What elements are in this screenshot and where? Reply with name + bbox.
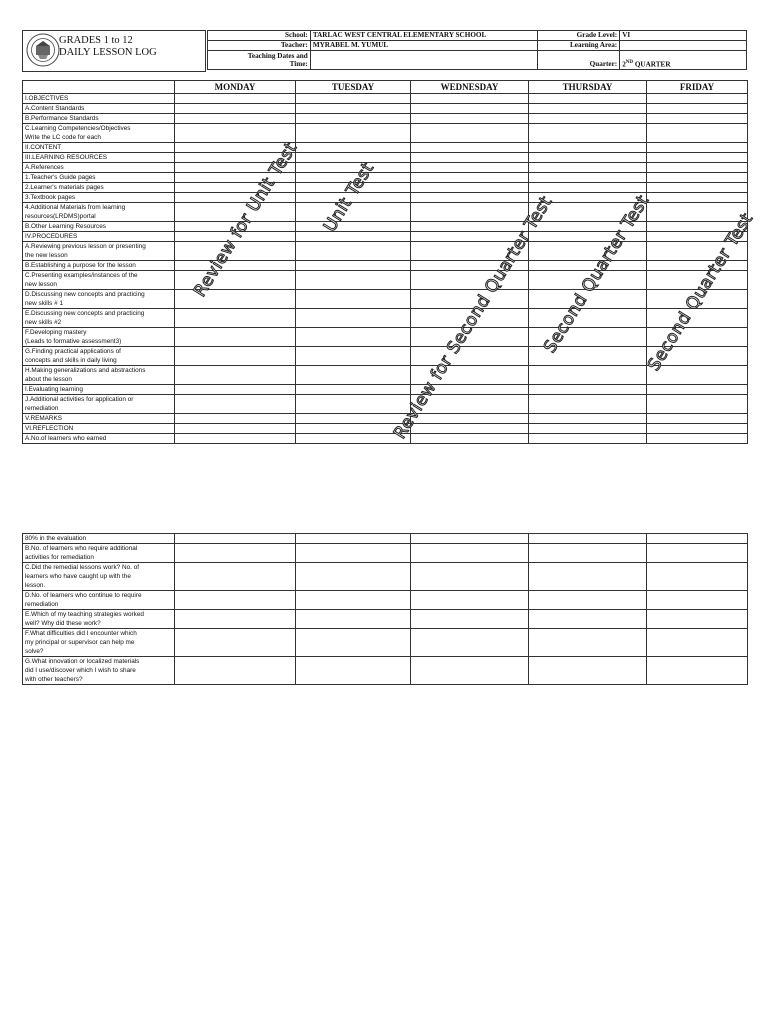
row-label-line: B.No. of learners who require additional — [25, 545, 138, 552]
teacher-label: Teacher: — [208, 41, 311, 51]
row-label — [23, 657, 175, 685]
row-label-line: E.Discussing new concepts and practicing — [25, 310, 145, 317]
row-label-line: D.Discussing new concepts and practicing — [25, 291, 145, 298]
grade-level-value: VI — [620, 31, 747, 41]
day-cell[interactable] — [175, 261, 296, 271]
day-cell[interactable] — [529, 366, 647, 385]
lesson-row — [23, 242, 748, 261]
row-label-line: H.Making generalizations and abstractions — [25, 367, 146, 374]
title-daily-lesson-log: DAILY LESSON LOG — [59, 47, 157, 58]
lesson-row — [23, 163, 748, 173]
deped-seal-icon — [26, 33, 60, 67]
row-label — [23, 163, 175, 173]
school-value: TARLAC WEST CENTRAL ELEMENTARY SCHOOL — [310, 31, 538, 41]
row-label-line: well? Why did these work? — [25, 620, 101, 627]
row-label — [23, 222, 175, 232]
row-label — [23, 563, 175, 591]
day-cell[interactable] — [647, 434, 748, 444]
day-cell[interactable] — [529, 424, 647, 434]
day-cell[interactable] — [175, 534, 296, 544]
row-label-line: F.What difficulties did I encounter which — [25, 630, 137, 637]
day-cell[interactable] — [411, 610, 529, 629]
day-cell[interactable] — [647, 173, 748, 183]
lesson-row — [23, 94, 748, 104]
reflection-row — [23, 629, 748, 657]
day-cell[interactable] — [296, 434, 411, 444]
quarter-value — [620, 51, 747, 70]
day-cell[interactable] — [647, 193, 748, 203]
day-cell[interactable] — [296, 222, 411, 232]
row-label — [23, 242, 175, 261]
day-cell[interactable] — [296, 629, 411, 657]
row-label-line: B.Other Learning Resources — [25, 223, 106, 230]
day-cell[interactable] — [529, 657, 647, 685]
row-label — [23, 153, 175, 163]
row-label-line: the new lesson — [25, 252, 68, 259]
stamp-thursday: Second Quarter Test — [540, 191, 654, 357]
row-label — [23, 94, 175, 104]
day-cell[interactable] — [296, 290, 411, 309]
day-cell[interactable] — [296, 153, 411, 163]
row-label-line: C.Learning Competencies/Objectives — [25, 125, 131, 132]
teaching-dates-label-line1: Teaching Dates and — [247, 52, 308, 60]
day-cell[interactable] — [411, 203, 529, 222]
lesson-row — [23, 395, 748, 414]
day-cell[interactable] — [529, 173, 647, 183]
lesson-row — [23, 414, 748, 424]
day-cell[interactable] — [411, 124, 529, 143]
day-cell[interactable] — [296, 385, 411, 395]
row-label — [23, 309, 175, 328]
row-label — [23, 114, 175, 124]
row-label-line: lesson. — [25, 582, 46, 589]
day-cell[interactable] — [296, 94, 411, 104]
day-cell[interactable] — [296, 309, 411, 328]
day-cell[interactable] — [175, 544, 296, 563]
day-cell[interactable] — [411, 173, 529, 183]
day-cell[interactable] — [529, 434, 647, 444]
row-label-line: A.Reviewing previous lesson or presenting — [25, 243, 146, 250]
row-label-line: with other teachers? — [25, 676, 83, 683]
row-label — [23, 232, 175, 242]
row-label — [23, 347, 175, 366]
day-cell[interactable] — [647, 94, 748, 104]
day-cell[interactable] — [647, 534, 748, 544]
day-cell[interactable] — [411, 153, 529, 163]
row-label-line: 3.Textbook pages — [25, 194, 76, 201]
day-cell[interactable] — [411, 104, 529, 114]
day-cell[interactable] — [529, 563, 647, 591]
day-cell[interactable] — [411, 347, 529, 366]
row-label — [23, 183, 175, 193]
day-cell[interactable] — [411, 424, 529, 434]
row-label — [23, 424, 175, 434]
day-cell[interactable] — [296, 544, 411, 563]
title-grades: GRADES 1 to 12 — [59, 35, 133, 46]
day-cell[interactable] — [411, 163, 529, 173]
day-cell[interactable] — [529, 124, 647, 143]
day-cell[interactable] — [296, 261, 411, 271]
reflection-row — [23, 563, 748, 591]
day-cell[interactable] — [411, 114, 529, 124]
day-cell[interactable] — [647, 114, 748, 124]
day-cell[interactable] — [647, 203, 748, 222]
reflection-row — [23, 544, 748, 563]
row-label — [23, 261, 175, 271]
row-label-line: C.Did the remedial lessons work? No. of — [25, 564, 140, 571]
day-cell[interactable] — [175, 347, 296, 366]
reflection-row — [23, 534, 748, 544]
row-label — [23, 610, 175, 629]
reflection-row — [23, 610, 748, 629]
row-label — [23, 544, 175, 563]
day-cell[interactable] — [529, 163, 647, 173]
stamp-wednesday: Review for Second Quarter Test — [390, 192, 557, 443]
lesson-row — [23, 173, 748, 183]
row-label-line: new lesson — [25, 281, 57, 288]
row-label-line: 4.Additional Materials from learning — [25, 204, 126, 211]
day-cell[interactable] — [647, 183, 748, 193]
row-label — [23, 203, 175, 222]
day-cell[interactable] — [175, 104, 296, 114]
row-label — [23, 591, 175, 610]
lesson-row — [23, 104, 748, 114]
lesson-row — [23, 183, 748, 193]
day-cell[interactable] — [296, 347, 411, 366]
row-label-line: new skills # 1 — [25, 300, 64, 307]
lesson-row — [23, 232, 748, 242]
day-cell[interactable] — [647, 104, 748, 114]
day-cell[interactable] — [529, 591, 647, 610]
row-label-line: new skills #2 — [25, 319, 62, 326]
row-label — [23, 434, 175, 444]
day-cell[interactable] — [175, 434, 296, 444]
stamp-monday: Review for Unit Test — [190, 138, 302, 301]
day-cell[interactable] — [296, 328, 411, 347]
header-info-table — [207, 30, 747, 70]
day-cell[interactable] — [647, 591, 748, 610]
row-label — [23, 193, 175, 203]
day-cell[interactable] — [647, 153, 748, 163]
row-label-line: activities for remediation — [25, 554, 94, 561]
day-cell[interactable] — [296, 395, 411, 414]
day-cell[interactable] — [296, 114, 411, 124]
row-label-line: A.References — [25, 164, 64, 171]
day-cell[interactable] — [296, 232, 411, 242]
day-cell[interactable] — [296, 242, 411, 261]
row-label-line: A.No.of learners who earned — [25, 435, 107, 442]
lesson-row — [23, 347, 748, 366]
lesson-row — [23, 261, 748, 271]
day-cell[interactable] — [175, 385, 296, 395]
day-cell[interactable] — [411, 434, 529, 444]
day-cell[interactable] — [529, 153, 647, 163]
day-cell[interactable] — [296, 143, 411, 153]
row-label — [23, 104, 175, 114]
row-label — [23, 290, 175, 309]
row-label-line: solve? — [25, 648, 44, 655]
reflection-row — [23, 591, 748, 610]
day-cell[interactable] — [411, 591, 529, 610]
lesson-row — [23, 385, 748, 395]
row-label-line: resources(LRDMS)portal — [25, 213, 96, 220]
day-cell[interactable] — [411, 193, 529, 203]
quarter-word: QUARTER — [633, 60, 671, 68]
teaching-dates-label-line2: Time: — [289, 60, 308, 68]
day-cell[interactable] — [411, 222, 529, 232]
day-cell[interactable] — [296, 657, 411, 685]
reflection-row — [23, 657, 748, 685]
day-cell[interactable] — [647, 261, 748, 271]
day-cell[interactable] — [175, 563, 296, 591]
row-label — [23, 124, 175, 143]
row-label-line: 1.Teacher's Guide pages — [25, 174, 96, 181]
row-label — [23, 143, 175, 153]
day-cell[interactable] — [175, 366, 296, 385]
row-label-line: concepts and skills in daily living — [25, 357, 117, 364]
day-header-monday: MONDAY — [175, 81, 296, 94]
lesson-row — [23, 153, 748, 163]
learning-area-value — [620, 41, 747, 51]
row-label-line: Write the LC code for each — [25, 134, 101, 141]
day-cell[interactable] — [296, 563, 411, 591]
row-label-line: my principal or supervisor can help me — [25, 639, 135, 646]
day-cell[interactable] — [411, 414, 529, 424]
day-cell[interactable] — [296, 366, 411, 385]
day-cell[interactable] — [529, 94, 647, 104]
day-cell[interactable] — [529, 395, 647, 414]
day-cell[interactable] — [647, 414, 748, 424]
lesson-row — [23, 143, 748, 153]
day-cell[interactable] — [647, 395, 748, 414]
day-cell[interactable] — [296, 610, 411, 629]
day-cell[interactable] — [529, 610, 647, 629]
day-cell[interactable] — [647, 385, 748, 395]
row-label-line: 80% in the evaluation — [25, 535, 87, 542]
day-cell[interactable] — [529, 143, 647, 153]
day-cell[interactable] — [529, 534, 647, 544]
header-logo-block — [22, 30, 206, 72]
lesson-row — [23, 434, 748, 444]
day-cell[interactable] — [296, 104, 411, 114]
day-cell[interactable] — [647, 629, 748, 657]
day-cell[interactable] — [175, 610, 296, 629]
day-cell[interactable] — [411, 143, 529, 153]
day-cell[interactable] — [175, 629, 296, 657]
corner-cell — [23, 81, 175, 94]
quarter-number: 2 — [622, 60, 626, 68]
day-cell[interactable] — [647, 143, 748, 153]
teacher-value: MYRABEL M. YUMUL — [310, 41, 538, 51]
day-cell[interactable] — [175, 124, 296, 143]
day-cell[interactable] — [175, 193, 296, 203]
row-label — [23, 385, 175, 395]
row-label-line: G.What innovation or localized materials — [25, 658, 140, 665]
day-cell[interactable] — [175, 309, 296, 328]
row-label — [23, 271, 175, 290]
row-label-line: B.Performance Standards — [25, 115, 99, 122]
day-cell[interactable] — [529, 414, 647, 424]
row-label-line: V.REMARKS — [25, 415, 63, 422]
day-cell[interactable] — [411, 183, 529, 193]
day-header-tuesday: TUESDAY — [296, 81, 411, 94]
day-cell[interactable] — [296, 414, 411, 424]
row-label-line: learners who have caught up with the — [25, 573, 131, 580]
day-cell[interactable] — [296, 124, 411, 143]
day-cell[interactable] — [529, 104, 647, 114]
row-label — [23, 173, 175, 183]
day-cell[interactable] — [296, 591, 411, 610]
row-label-line: J.Additional activities for application or — [25, 396, 134, 403]
row-label-line: I.Evaluating learning — [25, 386, 83, 393]
day-cell[interactable] — [411, 544, 529, 563]
lesson-log-table — [22, 80, 748, 444]
day-cell[interactable] — [175, 591, 296, 610]
lesson-row — [23, 124, 748, 143]
row-label-line: F.Developing mastery — [25, 329, 87, 336]
row-label — [23, 366, 175, 385]
row-label-line: II.CONTENT — [25, 144, 62, 151]
day-cell[interactable] — [647, 610, 748, 629]
row-label-line: VI.REFLECTION — [25, 425, 74, 432]
learning-area-label: Learning Area: — [538, 41, 620, 51]
day-cell[interactable] — [175, 395, 296, 414]
day-cell[interactable] — [175, 114, 296, 124]
day-cell[interactable] — [411, 657, 529, 685]
lesson-row — [23, 328, 748, 347]
row-label-line: remediation — [25, 601, 59, 608]
day-cell[interactable] — [175, 328, 296, 347]
day-cell[interactable] — [175, 290, 296, 309]
row-label-line: C.Presenting examples/instances of the — [25, 272, 138, 279]
lesson-row — [23, 114, 748, 124]
row-label-line: B.Establishing a purpose for the lesson — [25, 262, 136, 269]
row-label-line: about the lesson — [25, 376, 72, 383]
day-cell[interactable] — [647, 124, 748, 143]
day-cell[interactable] — [529, 183, 647, 193]
day-cell[interactable] — [411, 94, 529, 104]
day-cell[interactable] — [529, 385, 647, 395]
day-header-wednesday: WEDNESDAY — [411, 81, 529, 94]
lesson-row — [23, 309, 748, 328]
row-label-line: IV.PROCEDURES — [25, 233, 78, 240]
row-label-line: 2.Learner's materials pages — [25, 184, 104, 191]
day-cell[interactable] — [175, 414, 296, 424]
row-label-line: remediation — [25, 405, 59, 412]
day-cell[interactable] — [647, 657, 748, 685]
lesson-row — [23, 424, 748, 434]
school-label: School: — [208, 31, 311, 41]
lesson-row — [23, 290, 748, 309]
day-cell[interactable] — [296, 271, 411, 290]
lesson-row — [23, 271, 748, 290]
day-cell[interactable] — [411, 534, 529, 544]
day-cell[interactable] — [647, 163, 748, 173]
quarter-label: Quarter: — [538, 51, 620, 70]
teaching-dates-label — [208, 51, 311, 70]
row-label-line: (Leads to formative assessment3) — [25, 338, 122, 345]
day-cell[interactable] — [529, 544, 647, 563]
quarter-suffix: ND — [625, 59, 634, 65]
day-cell[interactable] — [175, 424, 296, 434]
day-cell[interactable] — [175, 94, 296, 104]
day-header-friday: FRIDAY — [647, 81, 748, 94]
row-label-line: III.LEARNING RESOURCES — [25, 154, 108, 161]
row-label — [23, 414, 175, 424]
day-cell[interactable] — [411, 563, 529, 591]
row-label — [23, 328, 175, 347]
row-label-line: I.OBJECTIVES — [25, 95, 69, 102]
row-label-line: E.Which of my teaching strategies worked — [25, 611, 144, 618]
stamp-tuesday: Unit Test — [320, 158, 379, 236]
day-cell[interactable] — [529, 242, 647, 261]
day-header-thursday: THURSDAY — [529, 81, 647, 94]
row-label — [23, 395, 175, 414]
teaching-dates-value — [310, 51, 538, 70]
row-label — [23, 534, 175, 544]
day-cell[interactable] — [296, 534, 411, 544]
row-label-line: did I use/discover which I wish to share — [25, 667, 136, 674]
day-cell[interactable] — [175, 657, 296, 685]
grade-level-label: Grade Level: — [538, 31, 620, 41]
lesson-row — [23, 366, 748, 385]
row-label-line: G.Finding practical applications of — [25, 348, 121, 355]
row-label — [23, 629, 175, 657]
day-cell[interactable] — [529, 629, 647, 657]
day-cell[interactable] — [529, 114, 647, 124]
reflection-table — [22, 533, 748, 685]
day-cell[interactable] — [647, 424, 748, 434]
day-cell[interactable] — [411, 629, 529, 657]
row-label-line: A.Content Standards — [25, 105, 85, 112]
stamp-friday: Second Quarter Test — [644, 209, 758, 375]
day-cell[interactable] — [529, 309, 647, 328]
row-label-line: D.No. of learners who continue to require — [25, 592, 142, 599]
day-cell[interactable] — [647, 563, 748, 591]
day-cell[interactable] — [647, 544, 748, 563]
